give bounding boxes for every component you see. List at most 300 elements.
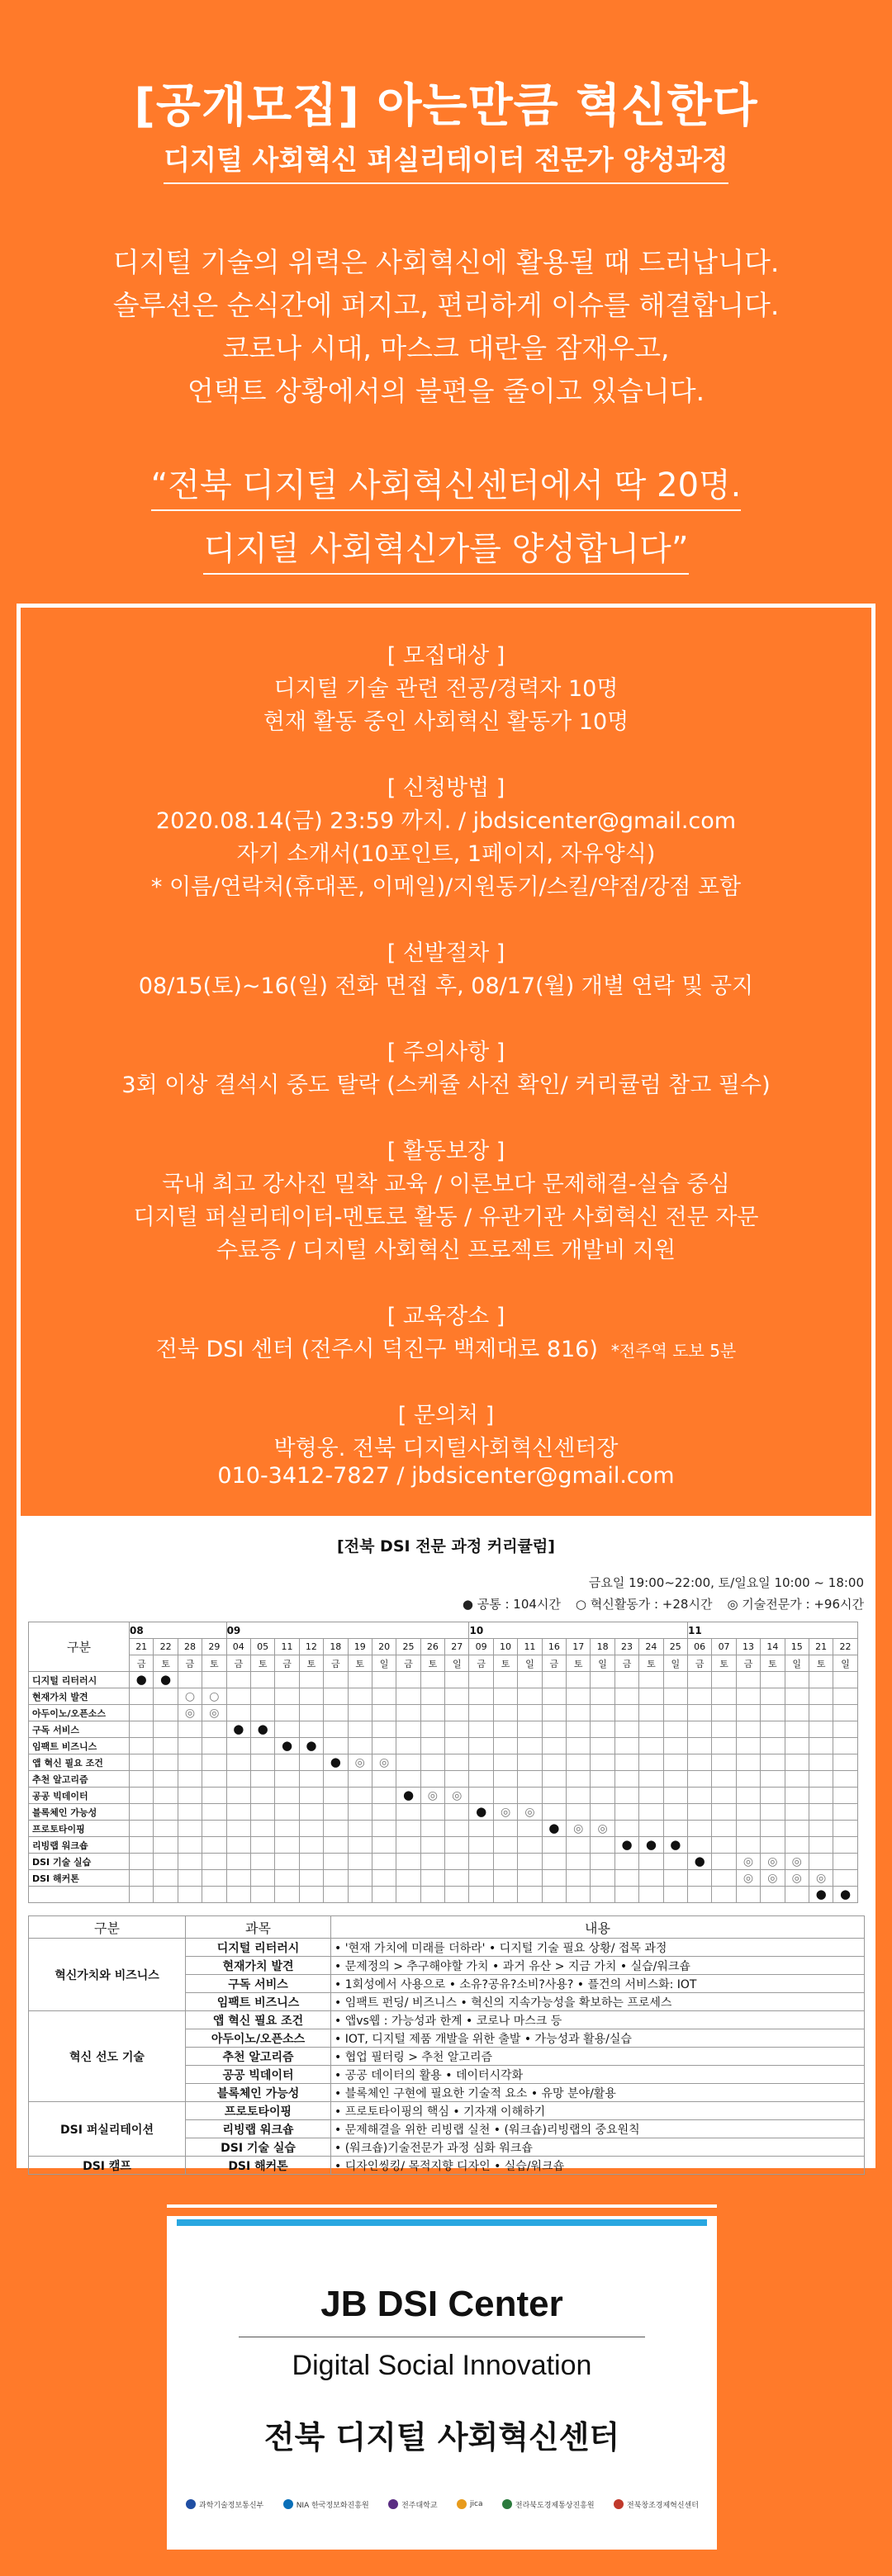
schedule-cell [785,1821,809,1837]
schedule-cell [712,1738,736,1754]
place-address: 전북 DSI 센터 (전주시 덕진구 백제대로 816) [155,1337,598,1362]
schedule-cell [663,1738,687,1754]
schedule-cell [250,1672,274,1688]
weekday-cell: 일 [833,1655,857,1672]
schedule-cell [250,1738,274,1754]
date-cell: 27 [445,1639,469,1655]
schedule-cell [324,1788,348,1804]
schedule-cell [226,1721,250,1738]
schedule-cell [567,1788,591,1804]
common-session-mark: ● [281,1738,293,1753]
tech-session-mark: ◎ [573,1821,584,1835]
schedule-cell [614,1705,638,1721]
schedule-cell [809,1672,833,1688]
schedule-cell [420,1788,444,1804]
schedule-cell [299,1821,323,1837]
schedule-cell [663,1821,687,1837]
schedule-cell [130,1738,154,1754]
quote-line-2: 디지털 사회혁신가를 양성합니다” [203,523,688,575]
schedule-cell [469,1771,493,1788]
schedule-cell [445,1837,469,1854]
schedule-cell [761,1688,785,1705]
subject-content: • '현재 가치에 미래를 더하라' • 디지털 기술 필요 상황/ 접목 과정 [331,1939,865,1957]
date-cell: 25 [663,1639,687,1655]
schedule-cell [202,1705,226,1721]
info-text: 국내 최고 강사진 밀착 교육 / 이론보다 문제해결-실습 중심 [162,1172,730,1197]
schedule-cell [396,1738,420,1754]
section-heading: [ 문의처 ] [397,1403,495,1428]
schedule-cell [785,1870,809,1887]
schedule-cell [761,1721,785,1738]
schedule-cell [348,1870,372,1887]
legend-common: ● 공통 : 104시간 [462,1597,561,1612]
info-text: 디지털 기술 관련 전공/경력자 10명 [273,676,619,702]
schedule-cell [761,1754,785,1771]
common-session-mark: ● [233,1721,244,1736]
schedule-cell [154,1705,178,1721]
schedule-cell [639,1821,663,1837]
schedule-cell [663,1887,687,1903]
legend-activist: ○ 혁신활동가 : +28시간 [575,1597,713,1612]
schedule-cell [785,1771,809,1788]
schedule-cell [130,1754,154,1771]
weekday-cell: 토 [712,1655,736,1672]
schedule-cell [226,1771,250,1788]
info-text: 2020.08.14(금) 23:59 까지. / jbdsicenter@gmail.com [155,808,737,834]
schedule-cell [324,1688,348,1705]
schedule-cell [785,1837,809,1854]
schedule-cell [250,1788,274,1804]
schedule-cell [226,1788,250,1804]
schedule-cell [493,1721,517,1738]
schedule-cell [130,1771,154,1788]
date-cell: 19 [348,1639,372,1655]
schedule-cell [154,1804,178,1821]
schedule-cell [712,1854,736,1870]
schedule-cell [154,1887,178,1903]
schedule-cell [202,1754,226,1771]
schedule-row-label: 디지털 리터러시 [29,1672,130,1688]
schedule-cell [202,1837,226,1854]
schedule-cell [154,1672,178,1688]
date-cell: 28 [178,1639,202,1655]
schedule-cell [567,1721,591,1738]
schedule-cell [567,1688,591,1705]
info-text: 박형웅. 전북 디지털사회혁신센터장 [273,1436,619,1461]
schedule-cell [226,1854,250,1870]
subject-content: • 프로토타이핑의 핵심 • 기자재 이해하기 [331,2102,865,2120]
common-session-mark: ● [135,1672,147,1687]
schedule-cell [614,1754,638,1771]
schedule-cell [663,1788,687,1804]
schedule-cell [299,1738,323,1754]
schedule-cell [736,1804,760,1821]
schedule-cell [542,1738,566,1754]
schedule-cell [712,1821,736,1837]
schedule-cell [639,1721,663,1738]
schedule-cell [833,1672,857,1688]
schedule-cell [202,1804,226,1821]
schedule-cell [518,1870,542,1887]
weekday-cell: 토 [348,1655,372,1672]
schedule-cell [130,1672,154,1688]
schedule-cell [469,1821,493,1837]
schedule-cell [445,1804,469,1821]
tech-session-mark: ◎ [767,1854,778,1868]
date-cell: 25 [396,1639,420,1655]
weekday-cell: 일 [372,1655,396,1672]
schedule-cell [567,1738,591,1754]
schedule-row [29,1688,858,1705]
schedule-cell [712,1771,736,1788]
subject-content: • 임팩트 펀딩/ 비즈니스 • 혁신의 지속가능성을 확보하는 프로세스 [331,1993,865,2011]
schedule-cell [567,1821,591,1837]
schedule-cell [348,1705,372,1721]
schedule-cell [785,1804,809,1821]
section-heading: [ 활동보장 ] [387,1139,505,1164]
schedule-cell [493,1754,517,1771]
schedule-cell [372,1821,396,1837]
schedule-cell [614,1887,638,1903]
schedule-cell [591,1804,614,1821]
schedule-cell [445,1821,469,1837]
info-text: * 이름/연락처(휴대폰, 이메일)/지원동기/스킬/약점/강점 포함 [150,874,742,900]
date-cell: 14 [761,1639,785,1655]
schedule-cell [348,1721,372,1738]
intro-line: 언택트 상황에서의 불편을 줄이고 있습니다. [187,375,705,407]
schedule-cell [348,1804,372,1821]
schedule-row [29,1705,858,1721]
schedule-cell [567,1837,591,1854]
schedule-cell [202,1870,226,1887]
schedule-cell [154,1837,178,1854]
schedule-cell [202,1788,226,1804]
date-cell: 16 [542,1639,566,1655]
schedule-cell [396,1837,420,1854]
info-text: 010-3412-7827 / jbdsicenter@gmail.com [217,1463,675,1489]
subject-content: • 공공 데이터의 활용 • 데이터시각화 [331,2066,865,2084]
schedule-cell [324,1705,348,1721]
subject-content: • 앱vs웹 : 가능성과 한계 • 코로나 마스크 등 [331,2011,865,2029]
subject-content: • 협업 필터링 > 추천 알고리즘 [331,2048,865,2066]
schedule-cell [663,1754,687,1771]
schedule-cell [712,1705,736,1721]
subject-name: 아두이노/오픈소스 [186,2029,331,2048]
schedule-cell [348,1688,372,1705]
weekday-cell: 토 [639,1655,663,1672]
schedule-cell [639,1738,663,1754]
schedule-cell [420,1821,444,1837]
schedule-cell [809,1738,833,1754]
schedule-cell [736,1837,760,1854]
partner-name: 전북창조경제혁신센터 [627,2501,699,2510]
weekday-cell: 금 [736,1655,760,1672]
schedule-cell [614,1738,638,1754]
schedule-cell [226,1821,250,1837]
schedule-cell [493,1821,517,1837]
subject-category: DSI 캠프 [29,2157,186,2175]
schedule-cell [639,1672,663,1688]
schedule-cell [469,1837,493,1854]
schedule-cell [761,1854,785,1870]
activist-session-mark: ○ [209,1689,220,1703]
schedule-cell [396,1688,420,1705]
schedule-cell [324,1738,348,1754]
schedule-cell [663,1771,687,1788]
schedule-cell [275,1754,299,1771]
schedule-cell [809,1721,833,1738]
schedule-cell [614,1804,638,1821]
common-session-mark: ● [306,1738,317,1753]
schedule-row [29,1721,858,1738]
schedule-cell [372,1804,396,1821]
schedule-cell [663,1721,687,1738]
subject-row [29,1939,865,1957]
schedule-row [29,1854,858,1870]
schedule-cell [542,1705,566,1721]
info-text: 자기 소개서(10포인트, 1페이지, 자유양식) [236,841,656,867]
schedule-cell [591,1870,614,1887]
schedule-cell [493,1771,517,1788]
schedule-cell [324,1672,348,1688]
schedule-cell [130,1887,154,1903]
schedule-cell [518,1705,542,1721]
section-heading: [ 모집대상 ] [387,643,505,669]
subjects-header-cell: 구분 [29,1916,186,1939]
schedule-row-label: 현재가치 발견 [29,1688,130,1705]
schedule-cell [445,1854,469,1870]
schedule-cell [639,1887,663,1903]
schedule-cell [833,1721,857,1738]
schedule-row-label: 프로토타이핑 [29,1821,130,1837]
curriculum-section [17,1516,875,2173]
schedule-cell [250,1705,274,1721]
tech-session-mark: ◎ [427,1788,438,1802]
schedule-cell [736,1738,760,1754]
schedule-cell [542,1788,566,1804]
schedule-cell [518,1721,542,1738]
subject-name: 현재가치 발견 [186,1957,331,1975]
schedule-cell [469,1688,493,1705]
schedule-cell [567,1870,591,1887]
schedule-cell [178,1887,202,1903]
partner-logo [613,2498,699,2510]
subject-name: 앱 혁신 필요 조건 [186,2011,331,2029]
schedule-cell [833,1738,857,1754]
schedule-cell [809,1788,833,1804]
schedule-cell [130,1705,154,1721]
page-title: [공개모집] 아는만큼 혁신한다 [134,79,758,133]
schedule-cell [445,1887,469,1903]
schedule-cell [420,1688,444,1705]
schedule-cell [639,1837,663,1854]
schedule-cell [202,1821,226,1837]
tech-session-mark: ◎ [791,1854,802,1868]
subject-row [29,2157,865,2175]
weekday-cell: 토 [493,1655,517,1672]
schedule-cell [833,1788,857,1804]
tech-session-mark: ◎ [452,1788,463,1802]
schedule-cell [493,1837,517,1854]
schedule-table [28,1622,858,1903]
schedule-cell [567,1887,591,1903]
schedule-cell [130,1788,154,1804]
schedule-cell [493,1887,517,1903]
schedule-cell [396,1804,420,1821]
schedule-cell [178,1705,202,1721]
schedule-cell [299,1870,323,1887]
schedule-cell [372,1870,396,1887]
schedule-cell [130,1721,154,1738]
schedule-row [29,1788,858,1804]
subject-name: 구독 서비스 [186,1975,331,1993]
schedule-cell [736,1705,760,1721]
schedule-cell [445,1870,469,1887]
tech-session-mark: ◎ [791,1871,802,1885]
org-name-ko: 전북 디지털 사회혁신센터 [263,2419,620,2455]
weekday-cell: 금 [324,1655,348,1672]
schedule-cell [833,1854,857,1870]
schedule-cell [833,1688,857,1705]
schedule-cell [639,1870,663,1887]
schedule-cell [809,1688,833,1705]
schedule-cell [275,1672,299,1688]
schedule-cell [736,1754,760,1771]
date-cell: 18 [591,1639,614,1655]
schedule-cell [202,1672,226,1688]
schedule-cell [445,1771,469,1788]
schedule-cell [809,1854,833,1870]
intro-line: 디지털 기술의 위력은 사회혁신에 활용될 때 드러납니다. [112,246,780,278]
schedule-cell [178,1854,202,1870]
schedule-cell [372,1721,396,1738]
subjects-header-row [29,1916,865,1939]
schedule-cell [687,1672,711,1688]
schedule-cell [687,1854,711,1870]
schedule-cell [250,1870,274,1887]
weekday-row [29,1655,858,1672]
schedule-cell [445,1721,469,1738]
schedule-cell [493,1788,517,1804]
schedule-cell [761,1821,785,1837]
schedule-cell [687,1788,711,1804]
schedule-cell [299,1804,323,1821]
schedule-cell [591,1854,614,1870]
schedule-cell [178,1721,202,1738]
schedule-cell [542,1887,566,1903]
schedule-cell [324,1804,348,1821]
schedule-cell [833,1887,857,1903]
schedule-cell [761,1705,785,1721]
schedule-cell [687,1688,711,1705]
schedule-cell [785,1854,809,1870]
schedule-cell [493,1672,517,1688]
weekday-cell: 일 [445,1655,469,1672]
schedule-cell [396,1705,420,1721]
info-text: 디지털 퍼실리테이터-멘토로 활동 / 유관기관 사회혁신 전문 자문 [133,1205,759,1230]
date-cell: 29 [202,1639,226,1655]
tech-session-mark: ◎ [597,1821,608,1835]
weekday-cell: 금 [469,1655,493,1672]
schedule-cell [591,1771,614,1788]
subject-name: 블록체인 가능성 [186,2084,331,2102]
schedule-cell [202,1688,226,1705]
schedule-row [29,1754,858,1771]
schedule-cell [154,1771,178,1788]
schedule-cell [469,1721,493,1738]
schedule-cell [178,1837,202,1854]
schedule-cell [469,1870,493,1887]
schedule-cell [518,1854,542,1870]
section-heading: [ 신청방법 ] [387,775,505,801]
subject-category: 혁신가치와 비즈니스 [29,1939,186,2011]
schedule-cell [518,1821,542,1837]
schedule-cell [567,1771,591,1788]
schedule-cell [761,1788,785,1804]
schedule-cell [420,1837,444,1854]
schedule-cell [736,1771,760,1788]
class-time: 금요일 19:00~22:00, 토/일요일 10:00 ~ 18:00 [588,1575,864,1590]
schedule-row-label: 임팩트 비즈니스 [29,1738,130,1754]
subject-content: • IOT, 디지털 제품 개발을 위한 출발 • 가능성과 활용/실습 [331,2029,865,2048]
logo-panel [177,2219,707,2540]
schedule-cell [445,1738,469,1754]
schedule-cell [542,1688,566,1705]
schedule-cell [372,1854,396,1870]
weekday-cell: 금 [687,1655,711,1672]
schedule-cell [324,1887,348,1903]
date-cell: 04 [226,1639,250,1655]
schedule-cell [226,1870,250,1887]
schedule-cell [809,1887,833,1903]
schedule-cell [785,1754,809,1771]
schedule-cell [130,1837,154,1854]
partner-name: 과학기술정보통신부 [199,2501,264,2510]
common-session-mark: ● [670,1837,681,1852]
schedule-cell [833,1804,857,1821]
schedule-cell [785,1721,809,1738]
schedule-cell [614,1837,638,1854]
schedule-cell [178,1804,202,1821]
schedule-cell [299,1688,323,1705]
schedule-cell [687,1821,711,1837]
schedule-cell [275,1870,299,1887]
schedule-cell [542,1771,566,1788]
schedule-cell [396,1788,420,1804]
schedule-cell [420,1738,444,1754]
schedule-cell [493,1870,517,1887]
schedule-cell [372,1738,396,1754]
schedule-cell [542,1672,566,1688]
schedule-cell [591,1837,614,1854]
schedule-cell [663,1804,687,1821]
schedule-row-label: DSI 해커톤 [29,1870,130,1887]
schedule-cell [785,1672,809,1688]
schedule-cell [761,1672,785,1688]
schedule-cell [154,1854,178,1870]
schedule-cell [154,1688,178,1705]
tech-session-mark: ◎ [378,1755,390,1769]
schedule-cell [202,1887,226,1903]
schedule-row [29,1804,858,1821]
schedule-cell [372,1688,396,1705]
schedule-cell [518,1738,542,1754]
schedule-cell [542,1870,566,1887]
schedule-cell [639,1804,663,1821]
schedule-row [29,1738,858,1754]
schedule-row [29,1771,858,1788]
schedule-cell [809,1837,833,1854]
